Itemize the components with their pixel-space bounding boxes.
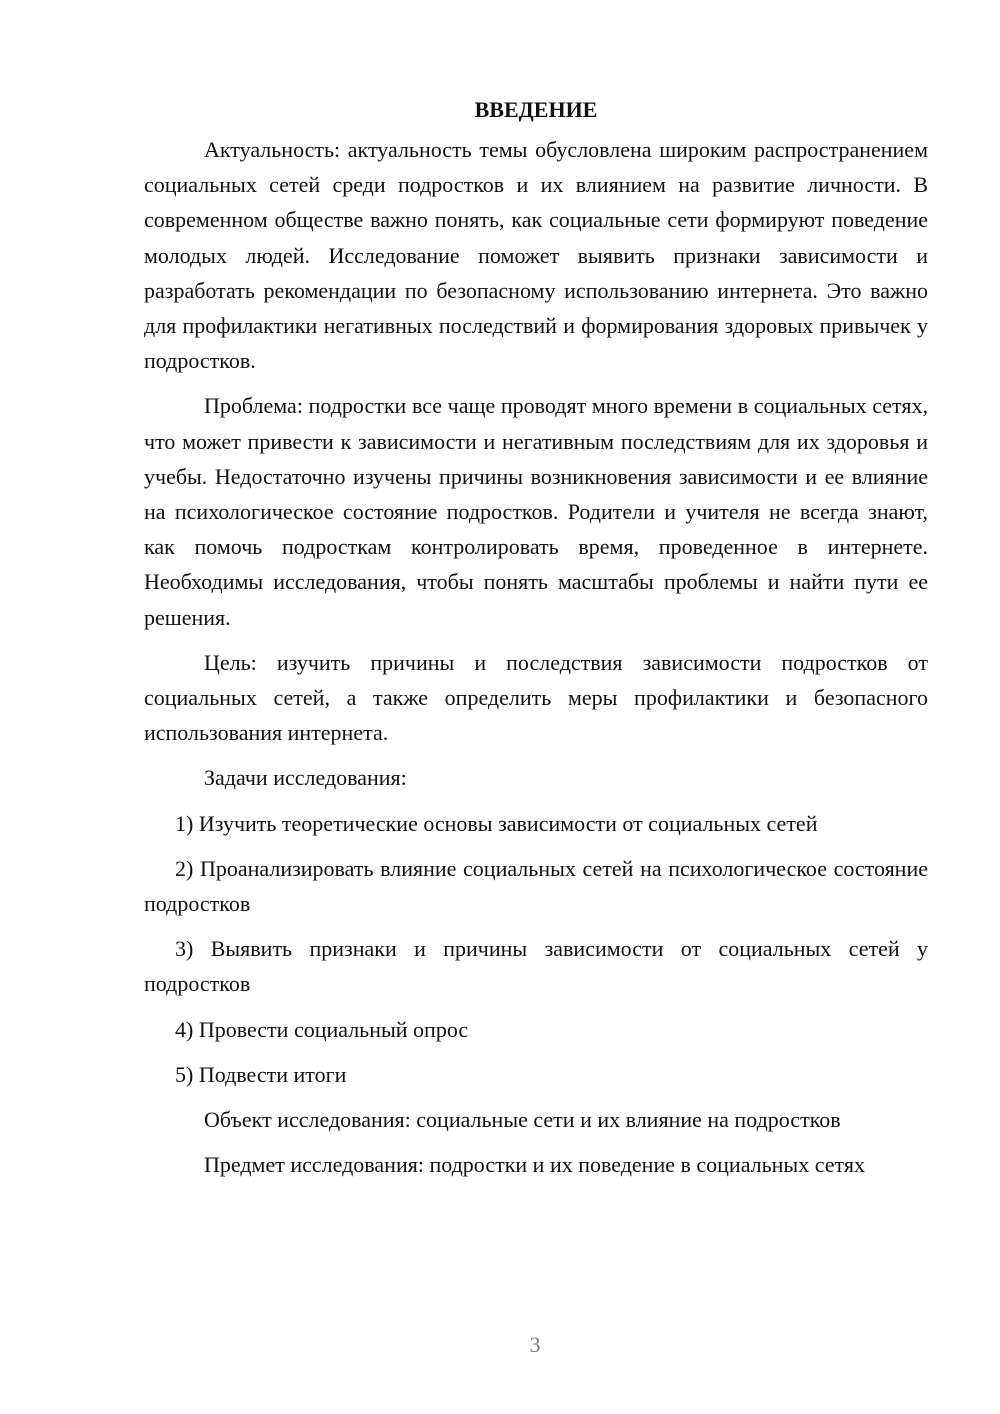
task-item-4: 4) Провести социальный опрос xyxy=(175,1016,469,1042)
goal-paragraph: Цель: изучить причины и последствия зависимости подростков от социальных сетей, а также определить меры профилактики и безопасного использования интернета. xyxy=(144,649,928,746)
page-number: 3 xyxy=(529,1332,541,1357)
task-item-5: 5) Подвести итоги xyxy=(175,1061,347,1087)
page-content xyxy=(144,92,928,1192)
task-item-1: 1) Изучить теоретические основы зависимости от социальных сетей xyxy=(175,810,818,836)
task-item-3: 3) Выявить признаки и причины зависимости от социальных сетей у подростков xyxy=(144,936,928,997)
tasks-heading: Задачи исследования: xyxy=(204,765,407,791)
task-item-2: 2) Проанализировать влияние социальных сетей на психологическое состояние подростков xyxy=(144,855,928,917)
problem-paragraph: Проблема: подростки все чаще проводят много времени в социальных сетях, что может привести к зависимости и негативным последствиям для их здоровья и учебы. Недостаточно изучены причины возникновения зависимости и ее влияние на психологическое состояние подростков. Родители и учителя не всегда знают, как помочь подросткам контролировать время, проведенное в интернете. Необходимы исследования, чтобы понять масштабы проблемы и найти пути ее решения. xyxy=(144,393,928,630)
relevance-paragraph: Актуальность: актуальность темы обусловлена широким распространением социальных сетей среди подростков и их влиянием на развитие личности. В современном обществе важно понять, как социальные сети формируют поведение молодых людей. Исследование поможет выявить признаки зависимости и разработать рекомендации по безопасному использованию интернета. Это важно для профилактики негативных последствий и формирования здоровых привычек у подростков. xyxy=(144,137,928,374)
research-object: Объект исследования: социальные сети и их влияние на подростков xyxy=(204,1107,841,1133)
research-subject: Предмет исследования: подростки и их поведение в социальных сетях xyxy=(204,1152,865,1178)
section-title: ВВЕДЕНИЕ xyxy=(474,97,598,122)
